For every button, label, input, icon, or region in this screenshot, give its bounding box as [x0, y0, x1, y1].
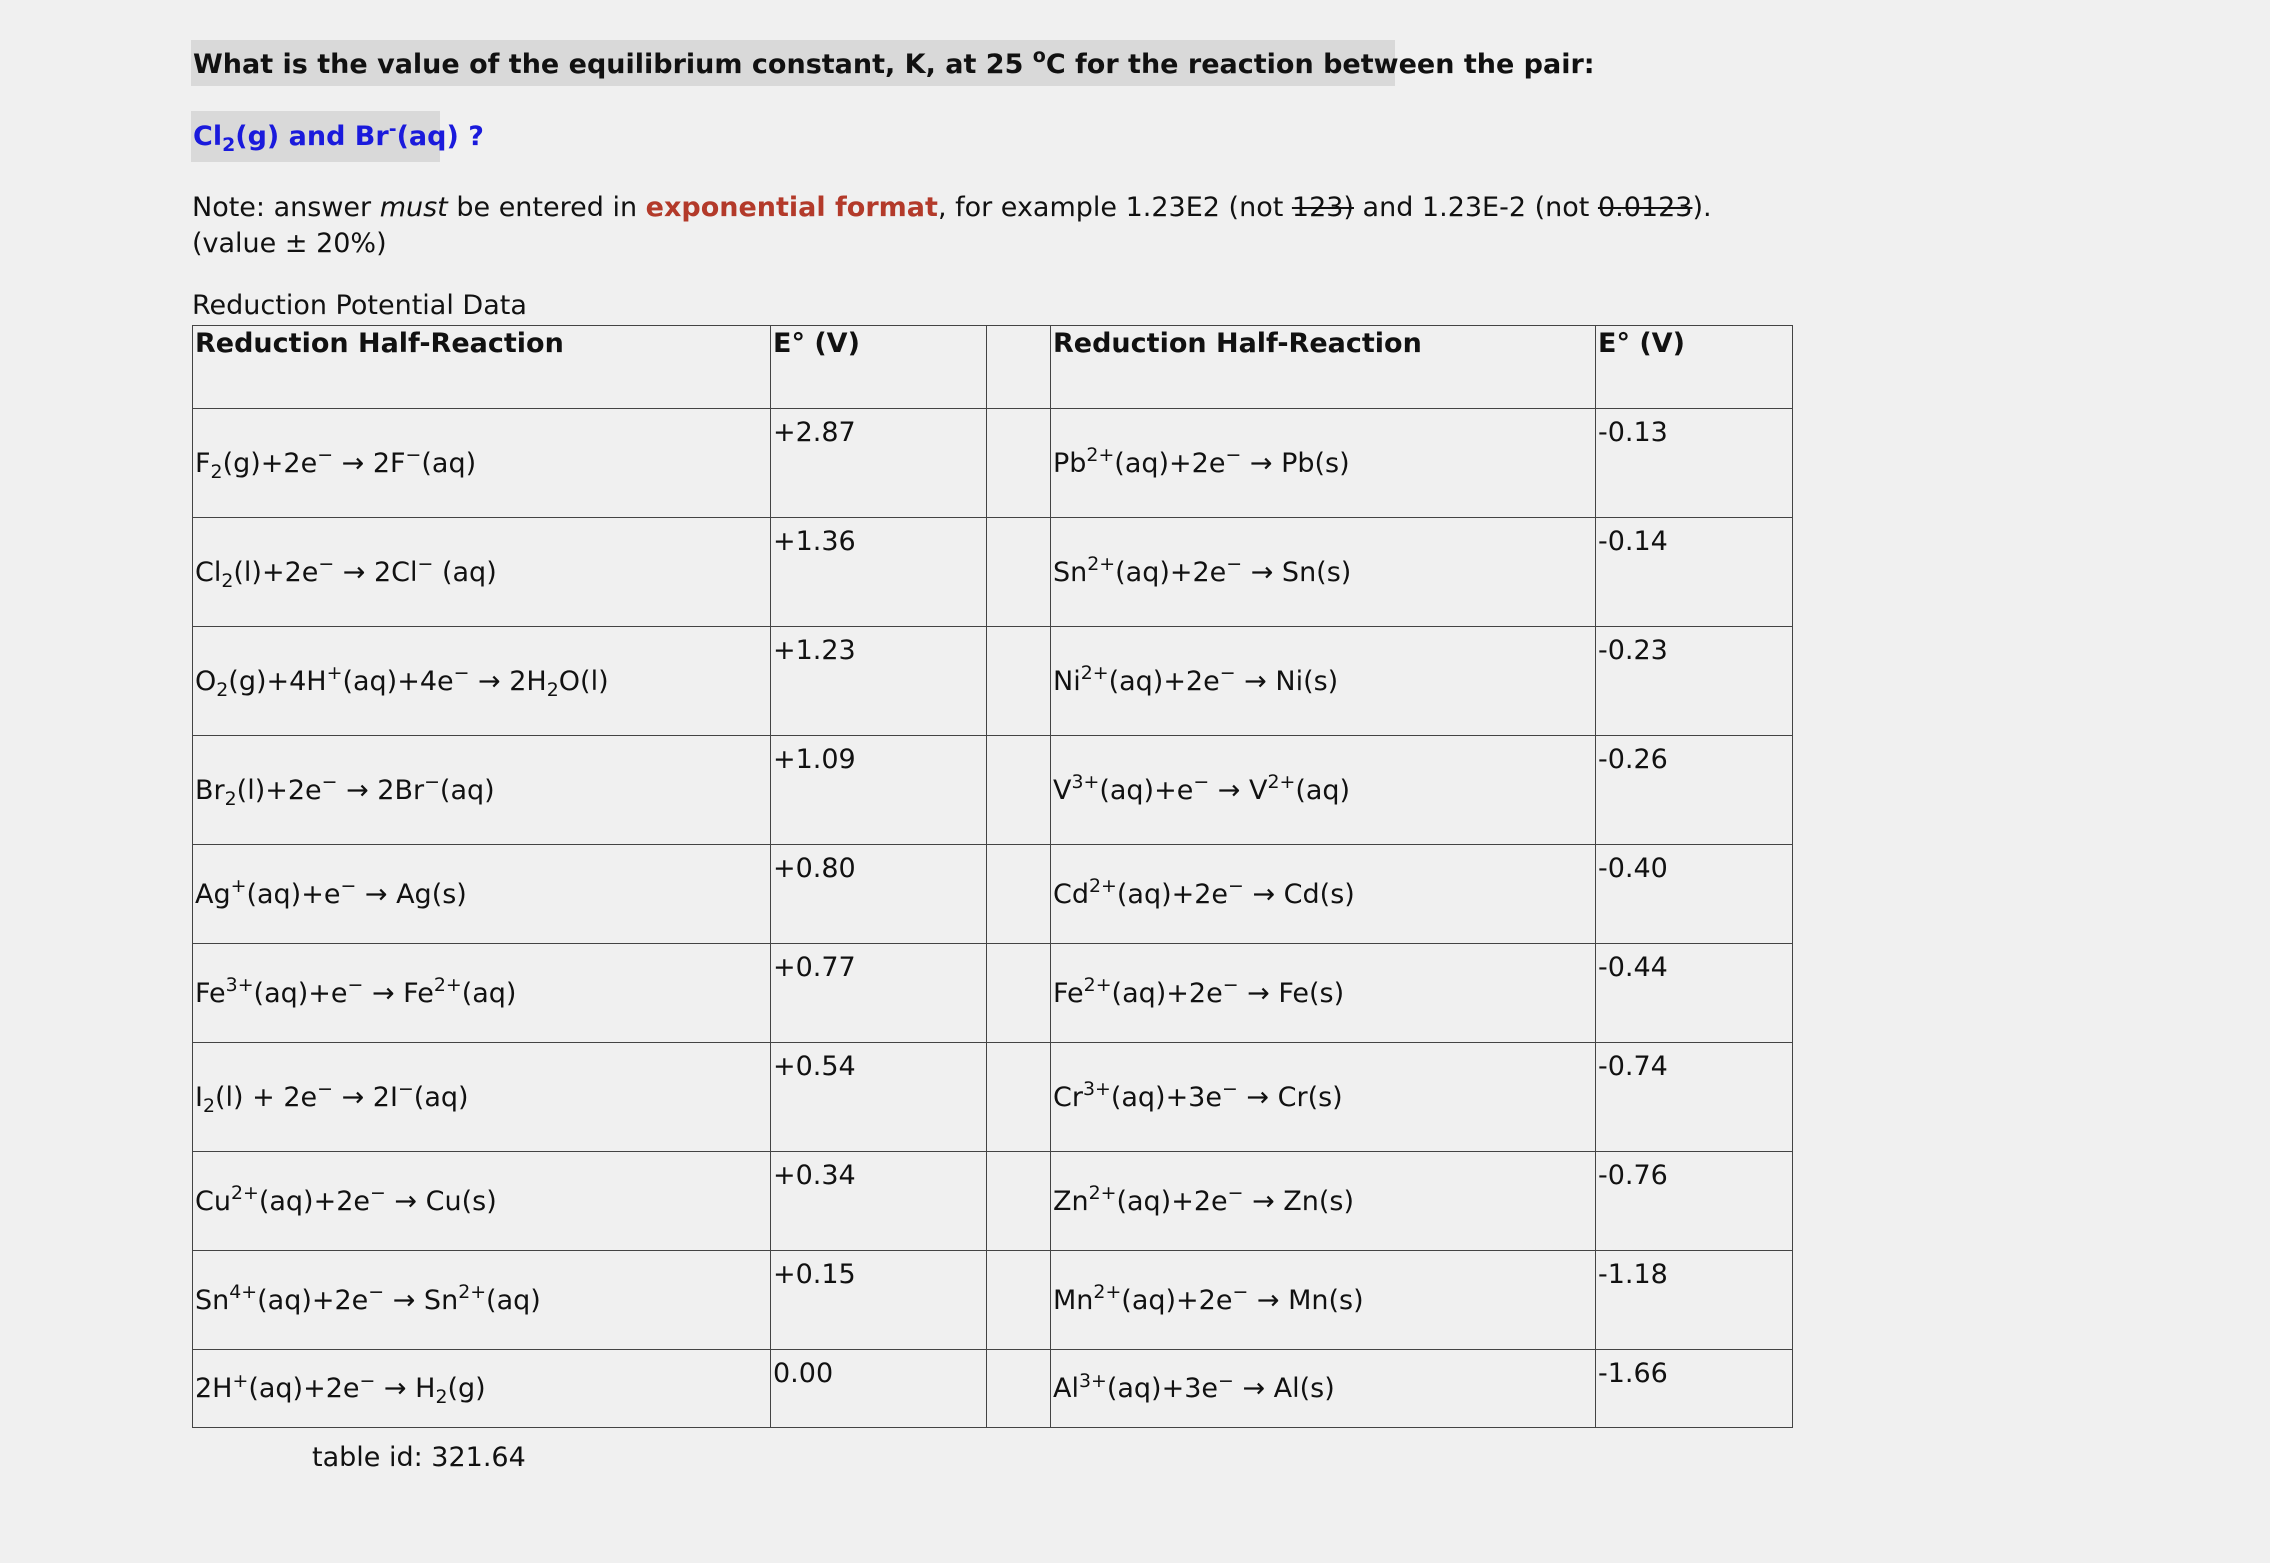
reaction-fragment: Fe — [195, 977, 226, 1009]
reaction-fragment: (aq)+e — [253, 977, 348, 1009]
spacer-cell — [987, 736, 1051, 845]
reaction-fragment: O — [195, 665, 217, 697]
reaction-fragment: Cu — [195, 1185, 231, 1217]
reaction-fragment: − — [1218, 1369, 1234, 1392]
e-value-right: -1.18 — [1596, 1251, 1793, 1350]
table-row — [193, 1350, 1793, 1428]
reaction-fragment: − — [317, 444, 334, 467]
spacer-cell — [987, 409, 1051, 518]
table-row — [193, 944, 1793, 1043]
reaction-fragment: − — [1232, 1281, 1249, 1304]
spacer-cell — [987, 845, 1051, 944]
reaction-fragment: Sn — [1053, 556, 1088, 588]
degree-symbol: o — [1032, 45, 1046, 67]
table-row — [193, 627, 1793, 736]
reaction-fragment: 3+ — [1071, 771, 1100, 794]
table-caption: Reduction Potential Data — [192, 290, 527, 321]
half-reaction-right — [1051, 1350, 1596, 1428]
e-value-right: -0.14 — [1596, 518, 1793, 627]
question-text-suffix: C for the reaction between the pair: — [1045, 49, 1595, 80]
pair-text: (aq) ? — [396, 121, 484, 152]
reaction-fragment: (aq)+2e — [1116, 1185, 1228, 1217]
table-row — [193, 518, 1793, 627]
reaction-fragment: 2+ — [433, 974, 462, 997]
reaction-fragment: − — [1219, 662, 1236, 685]
half-reaction-left — [193, 736, 771, 845]
reaction-fragment: (aq)+4e — [342, 665, 454, 697]
reaction-fragment: (g)+4H — [228, 665, 327, 697]
reaction-fragment: 2+ — [1087, 553, 1116, 576]
reaction-fragment: − — [340, 875, 357, 898]
half-reaction-left — [193, 944, 771, 1043]
reaction-fragment: (aq)+e — [1099, 774, 1194, 806]
reaction-fragment: → 2H — [469, 665, 547, 697]
reactant-pair — [191, 111, 484, 162]
reaction-fragment: (g)+2e — [222, 447, 318, 479]
spacer-cell — [987, 1251, 1051, 1350]
reaction-fragment: − — [1228, 875, 1244, 898]
reaction-fragment: 2+ — [1086, 444, 1115, 467]
reaction-fragment: − — [1193, 771, 1210, 794]
reaction-fragment: (l)+2e — [233, 556, 319, 588]
e-value-left: +0.77 — [771, 944, 987, 1043]
note-text: , for example 1.23E2 (not — [937, 192, 1292, 223]
reaction-fragment: − — [1227, 1182, 1244, 1205]
reaction-fragment: 2 — [216, 678, 229, 701]
reaction-fragment: I — [195, 1081, 203, 1113]
reaction-fragment: − — [1222, 974, 1239, 997]
e-value-left: +1.09 — [771, 736, 987, 845]
reaction-fragment: 2 — [221, 569, 234, 592]
reaction-fragment: − — [359, 1369, 376, 1392]
reaction-fragment: O(l) — [558, 665, 609, 697]
spacer-cell — [987, 627, 1051, 736]
reaction-fragment: → 2Br — [337, 774, 425, 806]
reaction-fragment: (aq) — [439, 774, 495, 806]
reaction-fragment: (aq)+2e — [257, 1284, 369, 1316]
note-text: and 1.23E-2 (not — [1353, 192, 1598, 223]
spacer-cell — [987, 1350, 1051, 1428]
reaction-fragment: 2+ — [458, 1281, 487, 1304]
e-value-right: -0.44 — [1596, 944, 1793, 1043]
reaction-fragment: (aq)+2e — [1115, 556, 1227, 588]
reaction-fragment: (l) + 2e — [215, 1081, 318, 1113]
reaction-fragment: → Mn(s) — [1248, 1284, 1364, 1316]
half-reaction-left — [193, 1043, 771, 1152]
e-value-right: -0.23 — [1596, 627, 1793, 736]
reaction-fragment: − — [1221, 1078, 1238, 1101]
reaction-fragment: − — [424, 771, 440, 794]
reaction-fragment: 2 — [435, 1386, 448, 1409]
reaction-fragment: (aq)+2e — [1121, 1284, 1233, 1316]
half-reaction-right — [1051, 845, 1596, 944]
reaction-fragment: 4+ — [229, 1281, 258, 1304]
e-value-left: +2.87 — [771, 409, 987, 518]
reaction-fragment: → V — [1209, 774, 1268, 806]
half-reaction-right — [1051, 1152, 1596, 1251]
half-reaction-left — [193, 409, 771, 518]
pair-text: (g) and Br — [235, 121, 389, 152]
e-value-left: 0.00 — [771, 1350, 987, 1428]
reaction-fragment: 2+ — [1080, 662, 1109, 685]
reaction-fragment: → H — [375, 1373, 436, 1404]
reaction-fragment: (g) — [447, 1373, 486, 1404]
reaction-fragment: 2 — [546, 678, 559, 701]
reaction-fragment: − — [370, 1182, 386, 1205]
e-value-left: +1.36 — [771, 518, 987, 627]
note-text: be entered in — [447, 192, 646, 223]
spacer-cell — [987, 518, 1051, 627]
half-reaction-right — [1051, 1251, 1596, 1350]
half-reaction-left — [193, 1251, 771, 1350]
reaction-fragment: → Ag(s) — [356, 878, 467, 910]
table-row — [193, 736, 1793, 845]
reaction-fragment: 2+ — [1083, 974, 1112, 997]
reaction-fragment: → Cr(s) — [1237, 1081, 1343, 1113]
reaction-fragment: → Al(s) — [1233, 1373, 1335, 1404]
struck-example: 0.0123 — [1597, 192, 1693, 223]
reaction-fragment: − — [347, 974, 364, 997]
reaction-fragment: 2+ — [1267, 771, 1296, 794]
header-spacer — [987, 326, 1051, 409]
half-reaction-right — [1051, 944, 1596, 1043]
e-value-right: -1.66 — [1596, 1350, 1793, 1428]
reaction-fragment: → 2I — [333, 1081, 398, 1113]
reaction-fragment: → Cd(s) — [1243, 878, 1355, 910]
header-reaction-right: Reduction Half-Reaction — [1051, 326, 1596, 409]
header-e-left: E° (V) — [771, 326, 987, 409]
reaction-fragment: (l)+2e — [236, 774, 322, 806]
reaction-fragment: − — [397, 1078, 414, 1101]
pair-superscript: - — [388, 117, 397, 140]
reaction-fragment: − — [318, 553, 335, 576]
table-row — [193, 1043, 1793, 1152]
reaction-fragment: − — [1226, 553, 1243, 576]
reaction-fragment: + — [232, 1369, 249, 1392]
reaction-fragment: → Cu(s) — [385, 1185, 497, 1217]
reaction-fragment: (aq)+3e — [1106, 1373, 1219, 1404]
table-row — [193, 1251, 1793, 1350]
spacer-cell — [987, 1152, 1051, 1251]
half-reaction-right — [1051, 409, 1596, 518]
reaction-fragment: 2 — [210, 460, 223, 483]
reaction-fragment: → Ni(s) — [1235, 665, 1339, 697]
reaction-fragment: (aq)+2e — [1114, 447, 1226, 479]
note-text: Note: answer — [192, 192, 380, 223]
reaction-fragment: (aq) — [433, 556, 497, 588]
reaction-fragment: (aq) — [461, 977, 517, 1009]
e-value-left: +0.80 — [771, 845, 987, 944]
question-text-prefix: What is the value of the equilibrium constant, K, at 25 — [193, 49, 1024, 80]
tolerance-note: (value ± 20%) — [192, 228, 387, 259]
reaction-fragment: − — [417, 553, 434, 576]
half-reaction-left — [193, 518, 771, 627]
reaction-fragment: Mn — [1053, 1284, 1094, 1316]
reaction-fragment: 3+ — [225, 974, 254, 997]
reaction-fragment: → Sn(s) — [1242, 556, 1352, 588]
reaction-fragment: 2+ — [1089, 875, 1117, 898]
reaction-fragment: (aq) — [486, 1284, 541, 1316]
reaction-fragment: Ni — [1053, 665, 1081, 697]
reaction-fragment: Br — [195, 774, 225, 806]
half-reaction-left — [193, 1350, 771, 1428]
header-e-right: E° (V) — [1596, 326, 1793, 409]
reaction-fragment: → Zn(s) — [1243, 1185, 1355, 1217]
half-reaction-right — [1051, 736, 1596, 845]
reaction-fragment: − — [317, 1078, 333, 1101]
reaction-fragment: (aq) — [413, 1081, 469, 1113]
pair-subscript: 2 — [222, 134, 236, 157]
reaction-fragment: 3+ — [1082, 1078, 1111, 1101]
table-row — [193, 409, 1793, 518]
e-value-left: +1.23 — [771, 627, 987, 736]
reaction-fragment: (aq)+2e — [1116, 878, 1229, 910]
reaction-fragment: 2+ — [1088, 1182, 1117, 1205]
reaction-fragment: (aq)+3e — [1110, 1081, 1222, 1113]
reaction-fragment: − — [368, 1281, 385, 1304]
reaction-fragment: 2 — [202, 1094, 215, 1117]
reaction-fragment: Fe — [1053, 977, 1084, 1009]
reaction-fragment: − — [453, 662, 470, 685]
half-reaction-right — [1051, 627, 1596, 736]
reaction-fragment: Zn — [1053, 1185, 1089, 1217]
reaction-fragment: + — [230, 875, 247, 898]
half-reaction-right — [1051, 518, 1596, 627]
e-value-left: +0.15 — [771, 1251, 987, 1350]
note-emphasis: must — [379, 192, 448, 223]
reaction-fragment: 3+ — [1078, 1369, 1107, 1392]
reaction-fragment: 2+ — [230, 1182, 259, 1205]
half-reaction-left — [193, 1152, 771, 1251]
reaction-fragment: (aq) — [1295, 774, 1351, 806]
reaction-fragment: → Fe(s) — [1238, 977, 1345, 1009]
reaction-fragment: Pb — [1053, 447, 1087, 479]
table-id: table id: 321.64 — [312, 1442, 526, 1473]
reaction-fragment: 2H — [195, 1373, 233, 1404]
reaction-fragment: → Sn — [384, 1284, 459, 1316]
reaction-fragment: Sn — [195, 1284, 230, 1316]
answer-format-note — [192, 192, 1712, 224]
reaction-fragment: → 2Cl — [334, 556, 418, 588]
reaction-fragment: → Pb(s) — [1241, 447, 1350, 479]
reaction-fragment: 2+ — [1093, 1281, 1122, 1304]
reaction-fragment: − — [321, 771, 338, 794]
e-value-right: -0.40 — [1596, 845, 1793, 944]
note-text: ). — [1692, 192, 1712, 223]
reaction-fragment: F — [195, 447, 211, 479]
spacer-cell — [987, 1043, 1051, 1152]
exponential-format-highlight: exponential format — [645, 192, 938, 223]
reaction-fragment: Cd — [1053, 878, 1089, 910]
reaction-fragment: Cl — [195, 556, 222, 588]
table-header-row — [193, 326, 1793, 409]
e-value-right: -0.26 — [1596, 736, 1793, 845]
reaction-fragment: (aq)+2e — [258, 1185, 370, 1217]
reaction-fragment: → Fe — [363, 977, 434, 1009]
table-row — [193, 845, 1793, 944]
reaction-fragment: Al — [1053, 1373, 1079, 1404]
table-body — [193, 409, 1793, 1428]
pair-text: Cl — [193, 121, 223, 152]
half-reaction-left — [193, 845, 771, 944]
reaction-fragment: V — [1053, 774, 1072, 806]
reaction-fragment: − — [1225, 444, 1242, 467]
header-reaction-left: Reduction Half-Reaction — [193, 326, 771, 409]
reaction-fragment: + — [326, 662, 343, 685]
question-heading — [191, 40, 1595, 86]
half-reaction-right — [1051, 1043, 1596, 1152]
reaction-fragment: → 2F — [333, 447, 406, 479]
reaction-fragment: (aq) — [421, 447, 477, 479]
reaction-fragment: Cr — [1053, 1081, 1083, 1113]
e-value-left: +0.54 — [771, 1043, 987, 1152]
e-value-right: -0.76 — [1596, 1152, 1793, 1251]
reaction-fragment: Ag — [195, 878, 231, 910]
reaction-fragment: − — [405, 444, 422, 467]
reaction-fragment: 2 — [224, 787, 237, 810]
spacer-cell — [987, 944, 1051, 1043]
reduction-potential-table — [192, 325, 1793, 1428]
e-value-right: -0.13 — [1596, 409, 1793, 518]
table-row — [193, 1152, 1793, 1251]
e-value-right: -0.74 — [1596, 1043, 1793, 1152]
reaction-fragment: (aq)+2e — [1111, 977, 1223, 1009]
reaction-fragment: (aq)+2e — [1108, 665, 1220, 697]
e-value-left: +0.34 — [771, 1152, 987, 1251]
struck-example: 123) — [1291, 192, 1354, 223]
half-reaction-left — [193, 627, 771, 736]
reaction-fragment: (aq)+e — [246, 878, 341, 910]
reaction-fragment: (aq)+2e — [248, 1373, 360, 1404]
